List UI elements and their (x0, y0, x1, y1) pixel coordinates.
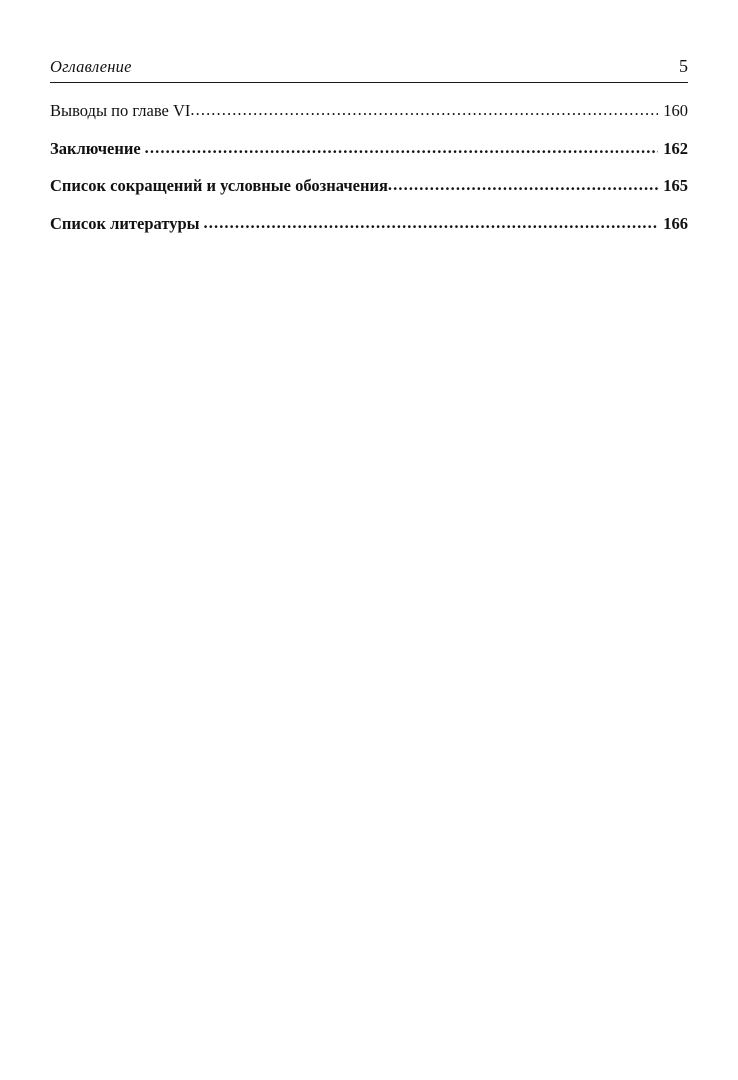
page-content (50, 56, 688, 252)
toc-entry-page: 166 (663, 213, 688, 233)
running-head-title: Оглавление (50, 57, 132, 76)
toc-entry[interactable] (50, 176, 688, 197)
running-head (50, 56, 688, 83)
toc-entry-label: Заключение (50, 138, 141, 158)
toc-entry[interactable] (50, 214, 688, 235)
toc-entry-label: Список сокращений и условные обозначения (50, 176, 388, 196)
toc-entry[interactable] (50, 101, 688, 122)
toc-leader-dots (190, 100, 658, 121)
table-of-contents (50, 101, 688, 235)
toc-leader-dots (388, 175, 658, 196)
page-number: 5 (679, 56, 688, 76)
toc-entry-label: Выводы по главе VI (50, 101, 191, 120)
toc-entry[interactable] (50, 139, 688, 160)
toc-entry-label: Список литературы (50, 213, 200, 233)
toc-entry-page: 162 (663, 138, 688, 158)
toc-entry-page: 165 (663, 176, 688, 196)
toc-entry-page: 160 (663, 101, 688, 120)
toc-leader-dots (204, 213, 658, 234)
toc-leader-dots (145, 138, 658, 159)
